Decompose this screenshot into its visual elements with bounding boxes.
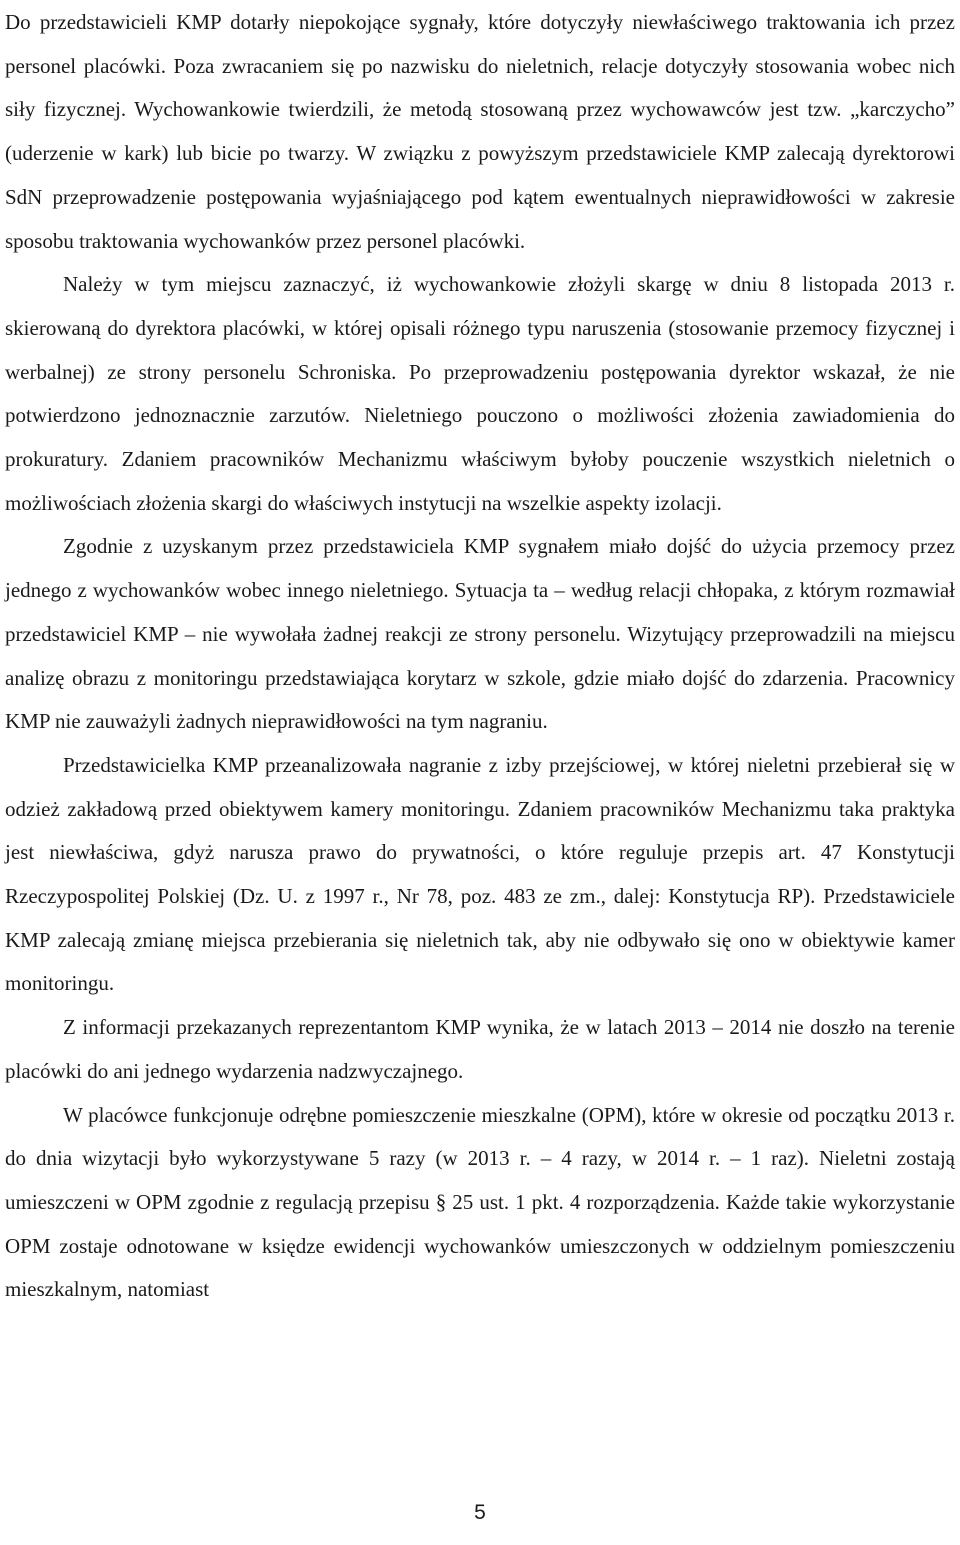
paragraph-extraordinary-events: Z informacji przekazanych reprezentantom KMP wynika, że w latach 2013 – 2014 nie doszło na terenie placówki do ani jednego wydarzenia nadzwyczajnego.: [5, 1015, 955, 1083]
paragraph-violence-incident: Zgodnie z uzyskanym przez przedstawiciela KMP sygnałem miało dojść do użycia przemocy przez jednego z wychowanków wobec innego nieletniego. Sytuacja ta – według relacji chłopaka, z którym rozmawiał przedstawiciel KMP – nie wywołała żadnej reakcji ze strony personelu. Wizytujący przeprowadzili na miejscu analizę obrazu z monitoringu przedstawiająca korytarz w szkole, gdzie miało dojść do zdarzenia. Pracownicy KMP nie zauważyli żadnych nieprawidłowości na tym nagraniu.: [5, 534, 955, 734]
paragraph-changing-room-recording: Przedstawicielka KMP przeanalizowała nagranie z izby przejściowej, w której nieletni przebierał się w odzież zakładową przed obiektywem kamery monitoringu. Zdaniem pracowników Mechanizmu taka praktyka jest niewłaściwa, gdyż narusza prawo do prywatności, o które reguluje przepis art. 47 Konstytucji Rzeczypospolitej Polskiej (Dz. U. z 1997 r., Nr 78, poz. 483 ze zm., dalej: Konstytucja RP). Przedstawiciele KMP zalecają zmianę miejsca przebierania się nieletnich tak, aby nie odbywało się ono w obiektywie kamer monitoringu.: [5, 752, 955, 996]
paragraph-complaint-signals: Do przedstawicieli KMP dotarły niepokojące sygnały, które dotyczyły niewłaściwego traktowania ich przez personel placówki. Poza zwracaniem się po nazwisku do nieletnich, relacje dotyczyły stosowania wobec nich siły fizycznej. Wychowankowie twierdzili, że metodą stosowaną przez wychowawców jest tzw. „karczycho” (uderzenie w kark) lub bicie po twarzy. W związku z powyższym przedstawiciele KMP zalecają dyrektorowi SdN przeprowadzenie postępowania wyjaśniającego pod kątem ewentualnych nieprawidłowości w zakresie sposobu traktowania wychowanków przez personel placówki.: [5, 10, 955, 253]
document-body: [5, 1, 955, 1312]
paragraph-complaint-filed: Należy w tym miejscu zaznaczyć, iż wychowankowie złożyli skargę w dniu 8 listopada 2013 r. skierowaną do dyrektora placówki, w której opisali różnego typu naruszenia (stosowanie przemocy fizycznej i werbalnej) ze strony personelu Schroniska. Po przeprowadzeniu postępowania dyrektor wskazał, że nie potwierdzono jednoznacznie zarzutów. Nieletniego pouczono o możliwości złożenia zawiadomienia do prokuratury. Zdaniem pracowników Mechanizmu właściwym byłoby pouczenie wszystkich nieletnich o możliwościach złożenia skargi do właściwych instytucji na wszelkie aspekty izolacji.: [5, 272, 955, 515]
page-number: 5: [474, 1501, 486, 1524]
paragraph-separate-room: W placówce funkcjonuje odrębne pomieszczenie mieszkalne (OPM), które w okresie od początku 2013 r. do dnia wizytacji było wykorzystywane 5 razy (w 2013 r. – 4 razy, w 2014 r. – 1 raz). Nieletni zostają umieszczeni w OPM zgodnie z regulacją przepisu § 25 ust. 1 pkt. 4 rozporządzenia. Każde takie wykorzystanie OPM zostaje odnotowane w księdze ewidencji wychowanków umieszczonych w oddzielnym pomieszczeniu mieszkalnym, natomiast: [5, 1102, 955, 1302]
